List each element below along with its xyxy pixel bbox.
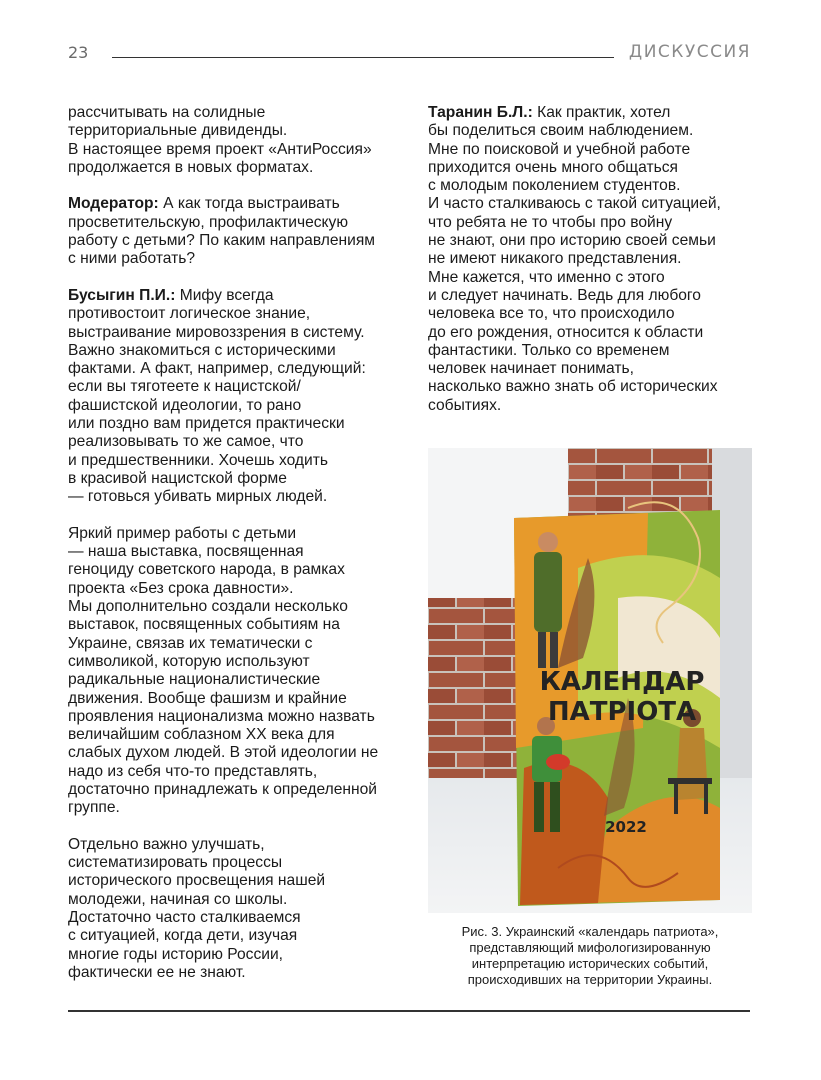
section-title: ДИСКУССИЯ [628,42,751,62]
paragraph: Отдельно важно улучшать, систематизировать процессы исторического просвещения нашей молодежи, начиная со школы. Достаточно часто сталкиваемся с ситуацией, когда дети, изучая многие годы историю России, фактически ее не знают. [68,835,326,981]
brick-wall [428,598,518,788]
header-rule [112,57,614,58]
paragraph [428,104,758,415]
speaker-name: Модератор: [68,195,159,213]
speech-text: А как тогда выстраивать просветительскую, профилактическую работу с детьми? По каким направлениям с ними работать? [68,195,376,268]
paragraph: Яркий пример работы с детьми — наша выставка, посвященная геноциду советского народа, в рамках проекта «Без срока давности». Мы дополнительно создали несколько выставок, посвященных событиям на Украине, связав их тематически с символикой, которую используют радикальные националистические движения. Вообще фашизм и крайние проявления национализма можно назвать величайшим соблазном XX века для слабых духом людей. В этой идеологии не надо из себя что-то представлять, достаточно принадлежать к определенной группе. [68,524,379,817]
paragraph: рассчитывать на солидные территориальные дивиденды. В настоящее время проект «АнтиРоссия» продолжается в новых форматах. [68,104,372,176]
page-number: 23 [68,43,89,62]
calendar-photo [428,448,752,913]
box-title-line1: КАЛЕНДАР [539,667,705,697]
paragraph [68,287,400,507]
calendar-box [514,502,720,906]
right-column [428,104,758,433]
footer-rule [68,1010,750,1012]
left-column [68,104,400,1001]
figure-caption: Рис. 3. Украинский «календарь патриота», представляющий мифологизированную интерпретацию исторических событий, происходивших на территории Украины. [461,924,719,987]
speaker-name: Таранин Б.Л.: [428,104,533,121]
box-title-line2: ПАТРІОТА [547,697,697,727]
speech-text: Как практик, хотел бы поделиться своим наблюдением. Мне по поисковой и учебной работе приходится очень много общаться с молодым поколением студентов. И часто сталкиваюсь с такой ситуацией, что ребята не то чтобы про войну не знают, они про историю своей семьи не имеют никакого представления. Мне кажется, что именно с этого и следует начинать. Ведь для любого человека все то, что происходило до его рождения, относится к области фантастики. Только со временем человек начинает понимать, насколько важно знать об исторических событиях. [428,104,721,414]
speaker-name: Бусыгин П.И.: [68,286,176,304]
speech-text: Мифу всегда противостоит логическое знание, выстраивание мировоззрения в систему. Важно знакомиться с историческими фактами. А факт, например, следующий: если вы тяготеете к нацистской/ фашистской идеологии, то рано или поздно вам придется практически реализовывать то же самое, что и предшественники. Хочешь ходить в красивой нацистской форме — готовься убивать мирных людей. [68,286,366,506]
box-year: 2022 [605,818,647,836]
paragraph [68,195,400,268]
